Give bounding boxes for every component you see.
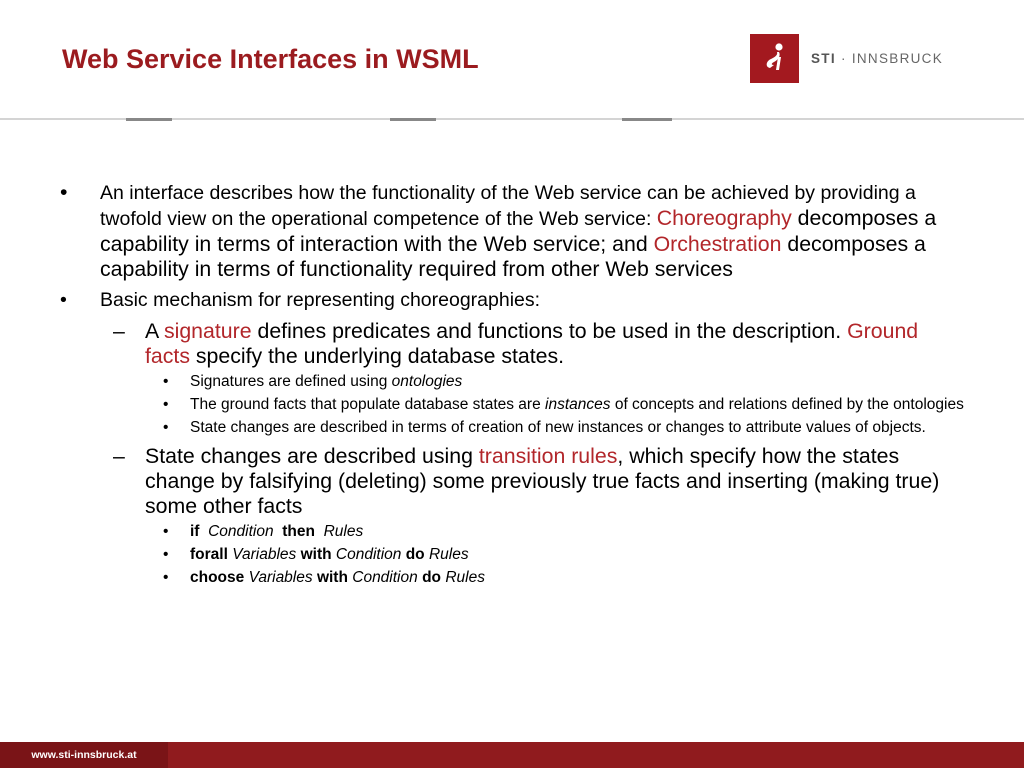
slide-body (60, 180, 965, 592)
subsubbullet-state-changes: • State changes are described in terms of creation of new instances or changes to attribute values of objects. (163, 419, 926, 436)
subsubbullet-ontologies: • Signatures are defined using ontologies (163, 373, 463, 390)
highlight-ground-facts: Ground facts (145, 319, 919, 368)
header-divider-accent (622, 118, 672, 121)
text: An interface describes how the functionality of the Web service can be achieved by providing a twofold view on the operational competence of the Web service: (100, 182, 916, 230)
rule-if-then: • if Condition then Rules (163, 523, 364, 540)
sti-logo-text: STI · INNSBRUCK (811, 51, 944, 66)
rule-forall: • forall Variables with Condition do Rules (163, 546, 469, 563)
sti-logo (750, 34, 943, 83)
footer-url[interactable]: www.sti-innsbruck.at (0, 742, 168, 768)
slide-title: Web Service Interfaces in WSML (62, 44, 479, 74)
sti-logo-icon (750, 34, 799, 83)
subsubbullet-instances: • The ground facts that populate database states are instances of concepts and relations defined by the ontologies (163, 396, 964, 413)
header-divider-accent (390, 118, 436, 121)
highlight-choreography: Choreography (656, 206, 792, 230)
bullet-basic-mechanism: • Basic mechanism for representing choreographies: (60, 289, 541, 311)
highlight-transition-rules: transition rules (478, 444, 618, 468)
footer-bar (0, 742, 1024, 768)
subbullet-signature: – A signature defines predicates and functions to be used in the description. Ground facts specify the underlying database states. (113, 319, 919, 368)
header-divider-accent (126, 118, 172, 121)
bullet-interface: • An interface describes how the functionality of the Web service can be achieved by providing a twofold view on the operational competence of the Web service: Choreography decomposes a capability in terms of interaction with the Web service; and Orchestration decomposes a capability in terms of functionality required from other Web services (60, 180, 937, 281)
subbullet-transition-rules: – State changes are described using transition rules, which specify how the states change by falsifying (deleting) some previously true facts and inserting (making true) some other facts (113, 444, 940, 518)
highlight-orchestration: Orchestration (653, 232, 782, 256)
highlight-signature: signature (163, 319, 252, 343)
rule-choose: • choose Variables with Condition do Rules (163, 569, 485, 586)
